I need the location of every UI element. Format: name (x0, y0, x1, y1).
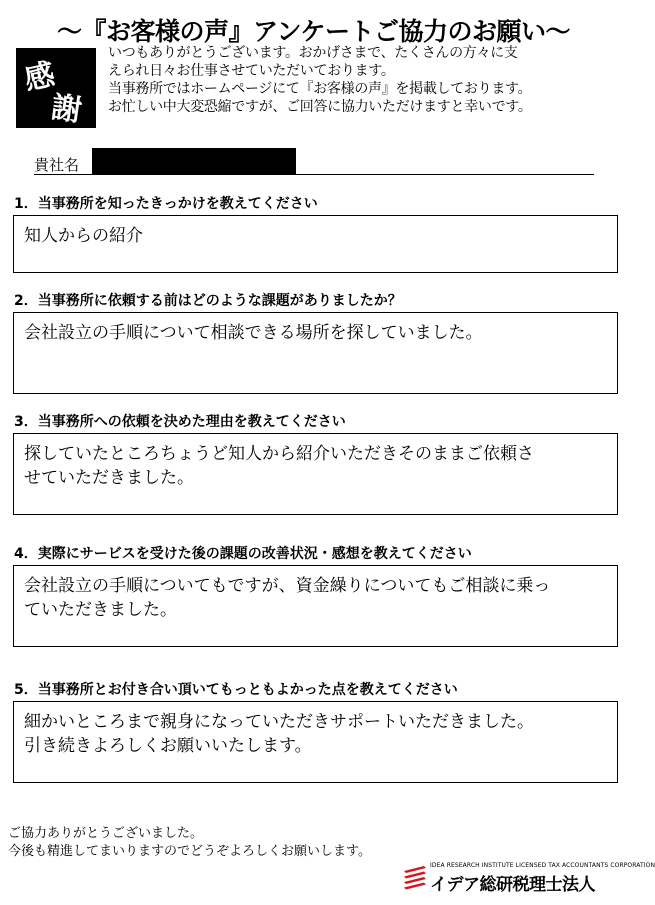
question-2: 2．当事務所に依頼する前はどのような課題がありましたか？ (14, 293, 402, 309)
answer-line: ていただきました。 (24, 600, 177, 620)
answer-box-2 (13, 312, 618, 394)
closing-line: 今後も精進してまいりますのでどうぞよろしくお願いします。 (8, 844, 371, 859)
question-3: 3．当事務所への依頼を決めた理由を教えてください (14, 414, 346, 430)
question-5: 5．当事務所とお付き合い頂いてもっともよかった点を教えてください (14, 682, 458, 698)
company-name-redacted (92, 148, 296, 174)
question-4: 4．実際にサービスを受けた後の課題の改善状況・感想を教えてください (14, 546, 472, 562)
page-title: ～『お客様の声』アンケートご協力のお願い～ (56, 17, 570, 46)
answer-box-5 (13, 701, 618, 783)
logo-char-1: 感 (21, 57, 59, 98)
brand-subtitle: IDEA RESEARCH INSTITUTE LICENSED TAX ACCOUNTANTS CORPORATION (430, 862, 655, 869)
company-name-label: 貴社名 (34, 156, 80, 174)
answer-box-3 (13, 433, 618, 515)
answer-line: 会社設立の手順について相談できる場所を探していました。 (24, 323, 483, 343)
answer-line: 探していたところちょうど知人から紹介いただきそのままご依頼さ (24, 444, 534, 464)
intro-line: いつもありがとうございます。おかげさまで、たくさんの方々に支 (108, 45, 518, 61)
answer-box-1 (13, 215, 618, 273)
intro-text (108, 44, 623, 116)
brand-name: イデア総研税理士法人 (430, 875, 595, 895)
closing-text (8, 825, 371, 861)
brand-logo-icon (402, 866, 428, 890)
answer-line: 引き続きよろしくお願いいたします。 (24, 736, 312, 756)
answer-line: 会社設立の手順についてもですが、資金繰りについてもご相談に乗っ (24, 576, 551, 596)
answer-line: 細かいところまで親身になっていただきサポートいただきました。 (24, 712, 534, 732)
answer-line: 知人からの紹介 (24, 226, 143, 246)
company-brand (402, 862, 655, 895)
answer-line: せていただきました。 (24, 468, 194, 488)
answer-box-4 (13, 565, 618, 647)
question-1: 1．当事務所を知ったきっかけを教えてください (14, 196, 318, 212)
closing-line: ご協力ありがとうございました。 (8, 826, 204, 841)
thanks-logo (16, 48, 96, 128)
company-name-field (34, 148, 594, 175)
intro-line: えられ日々お仕事させていただいております。 (108, 63, 395, 79)
logo-char-2: 謝 (49, 90, 84, 129)
intro-line: お忙しい中大変恐縮ですが、ご回答に協力いただけますと幸いです。 (108, 99, 532, 115)
intro-line: 当事務所ではホームページにて『お客様の声』を掲載しております。 (108, 81, 532, 97)
